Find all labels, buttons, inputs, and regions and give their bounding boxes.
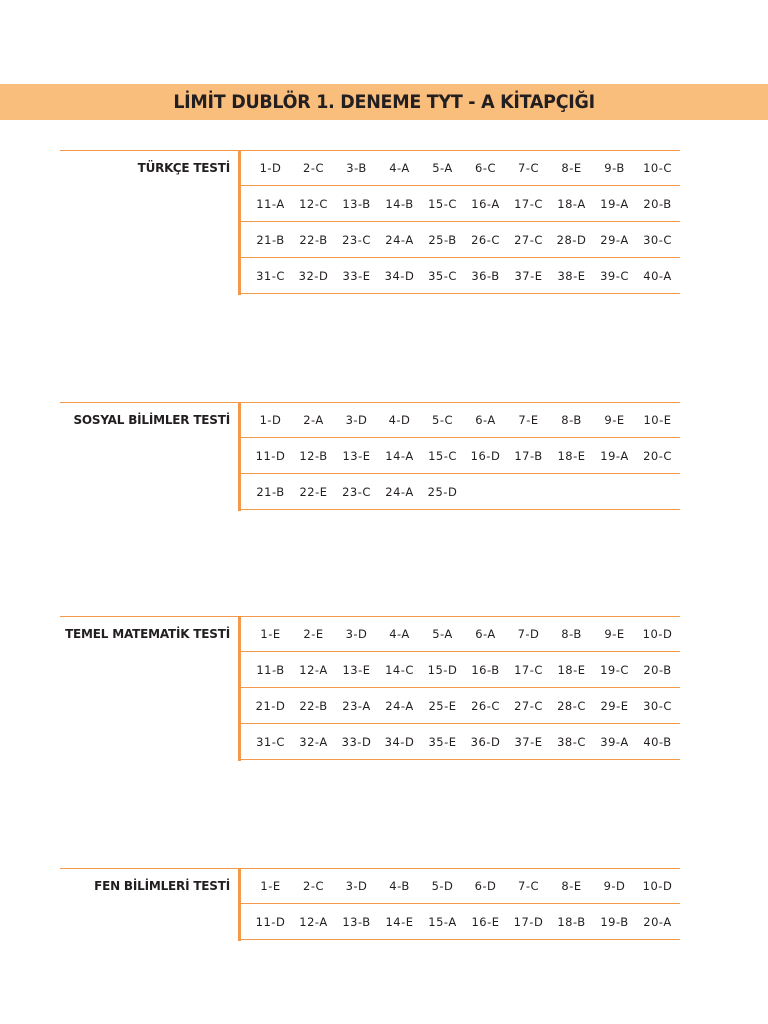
answer-cell: 3-D [345,626,368,641]
answer-cell: 24-A [385,698,414,713]
answer-cell: 30-C [643,232,672,247]
answer-cell: 17-D [513,914,544,929]
answer-cell: 32-D [298,268,329,283]
answer-grid [241,868,680,940]
answer-row [241,724,680,760]
answer-cell: 40-B [643,734,672,749]
answer-cell: 27-C [514,698,543,713]
answer-row [241,616,680,652]
answer-cell: 14-C [385,662,414,677]
answer-cell: 19-A [600,196,629,211]
answer-cell: 5-A [432,626,453,641]
answer-cell: 21-B [256,232,285,247]
answer-cell: 5-D [431,878,454,893]
answer-row [241,868,680,904]
answer-cell: 15-C [428,196,457,211]
answer-cell: 10-D [642,626,673,641]
answer-cell: 8-E [561,878,582,893]
answer-cell: 11-A [256,196,285,211]
answer-row [241,186,680,222]
answer-row [241,150,680,186]
section-title: TÜRKÇE TESTİ [137,161,230,175]
answer-cell: 14-A [385,448,414,463]
answer-cell: 34-D [384,268,415,283]
answer-cell: 4-A [389,626,410,641]
answer-cell: 13-E [342,448,371,463]
section-title: TEMEL MATEMATİK TESTİ [65,627,230,641]
answer-cell: 17-B [514,448,543,463]
answer-cell: 37-E [514,268,543,283]
answer-cell: 19-B [600,914,629,929]
answer-cell: 7-D [517,626,540,641]
answer-cell: 22-B [299,698,328,713]
answer-cell: 3-D [345,412,368,427]
answer-row [241,688,680,724]
answer-cell: 19-A [600,448,629,463]
answer-cell: 6-A [475,412,496,427]
answer-cell: 17-C [514,196,543,211]
answer-cell: 33-E [342,268,371,283]
answer-cell: 15-D [427,662,458,677]
answer-cell: 38-C [557,734,586,749]
answer-cell: 26-C [471,232,500,247]
answer-cell: 33-D [341,734,372,749]
answer-cell: 5-A [432,160,453,175]
answer-cell: 11-B [256,662,285,677]
answer-cell: 12-C [299,196,328,211]
answer-cell: 11-D [255,448,286,463]
answer-cell: 1-D [259,412,282,427]
answer-grid [241,616,680,760]
answer-cell: 37-E [514,734,543,749]
answer-cell: 1-D [259,160,282,175]
answer-cell: 5-C [432,412,453,427]
answer-cell: 16-A [471,196,500,211]
answer-cell: 11-D [255,914,286,929]
answer-cell: 40-A [643,268,672,283]
answer-cell: 23-C [342,484,371,499]
answer-cell: 23-C [342,232,371,247]
answer-grid [241,402,680,510]
answer-cell: 10-E [643,412,672,427]
answer-cell: 6-A [475,626,496,641]
answer-cell: 1-E [260,626,281,641]
answer-cell: 12-A [299,662,328,677]
answer-cell: 9-E [604,626,625,641]
answer-cell: 16-B [471,662,500,677]
answer-cell: 10-D [642,878,673,893]
answer-cell: 12-B [299,448,328,463]
answer-row [241,258,680,294]
answer-cell: 39-C [600,268,629,283]
answer-cell: 18-E [557,662,586,677]
answer-cell: 20-C [643,448,672,463]
answer-cell: 20-B [643,196,672,211]
answer-cell: 9-B [604,160,625,175]
answer-cell: 25-D [427,484,458,499]
answer-cell: 18-A [557,196,586,211]
page-title: LİMİT DUBLÖR 1. DENEME TYT - A KİTAPÇIĞI [173,91,595,113]
answer-cell: 12-A [299,914,328,929]
answer-cell: 15-C [428,448,457,463]
answer-cell: 20-B [643,662,672,677]
section-title: SOSYAL BİLİMLER TESTİ [73,413,230,427]
answer-cell: 38-E [557,268,586,283]
answer-cell: 14-E [385,914,414,929]
answer-cell: 2-C [303,878,324,893]
answer-cell: 3-D [345,878,368,893]
answer-cell: 34-D [384,734,415,749]
answer-cell: 30-C [643,698,672,713]
answer-cell: 2-A [303,412,324,427]
answer-grid [241,150,680,294]
answer-cell: 32-A [299,734,328,749]
answer-cell: 39-A [600,734,629,749]
answer-cell: 8-E [561,160,582,175]
answer-cell: 25-E [428,698,457,713]
answer-cell: 4-B [389,878,410,893]
answer-cell: 36-B [471,268,500,283]
answer-cell: 36-D [470,734,501,749]
answer-cell: 1-E [260,878,281,893]
answer-cell: 31-C [256,268,285,283]
answer-cell: 15-A [428,914,457,929]
answer-cell: 18-E [557,448,586,463]
answer-row [241,402,680,438]
answer-cell: 16-D [470,448,501,463]
answer-cell: 3-B [346,160,367,175]
answer-cell: 29-E [600,698,629,713]
answer-cell: 7-C [518,160,539,175]
answer-cell: 17-C [514,662,543,677]
answer-cell: 28-D [556,232,587,247]
section-title: FEN BİLİMLERİ TESTİ [94,879,230,893]
header-banner [0,84,768,120]
answer-cell: 8-B [561,626,582,641]
answer-cell: 20-A [643,914,672,929]
answer-cell: 14-B [385,196,414,211]
answer-cell: 35-C [428,268,457,283]
answer-cell: 13-B [342,914,371,929]
answer-cell: 4-D [388,412,411,427]
answer-cell: 21-D [255,698,286,713]
answer-cell: 2-E [303,626,324,641]
answer-cell: 31-C [256,734,285,749]
answer-cell: 23-A [342,698,371,713]
answer-cell: 29-A [600,232,629,247]
answer-cell: 9-D [603,878,626,893]
answer-cell: 24-A [385,232,414,247]
answer-cell: 35-E [428,734,457,749]
answer-cell: 16-E [471,914,500,929]
answer-cell: 24-A [385,484,414,499]
answer-row [241,438,680,474]
answer-cell: 21-B [256,484,285,499]
answer-row [241,474,680,510]
answer-cell: 19-C [600,662,629,677]
answer-cell: 22-E [299,484,328,499]
answer-cell: 22-B [299,232,328,247]
answer-cell: 2-C [303,160,324,175]
answer-cell: 26-C [471,698,500,713]
answer-cell: 10-C [643,160,672,175]
answer-cell: 7-E [518,412,539,427]
answer-cell: 28-C [557,698,586,713]
answer-cell: 25-B [428,232,457,247]
answer-row [241,222,680,258]
answer-cell: 7-C [518,878,539,893]
answer-cell: 8-B [561,412,582,427]
answer-cell: 13-E [342,662,371,677]
answer-cell: 6-C [475,160,496,175]
answer-cell: 27-C [514,232,543,247]
answer-cell: 18-B [557,914,586,929]
answer-row [241,652,680,688]
answer-cell: 4-A [389,160,410,175]
answer-cell: 6-D [474,878,497,893]
answer-cell: 9-E [604,412,625,427]
answer-cell: 13-B [342,196,371,211]
answer-row [241,904,680,940]
